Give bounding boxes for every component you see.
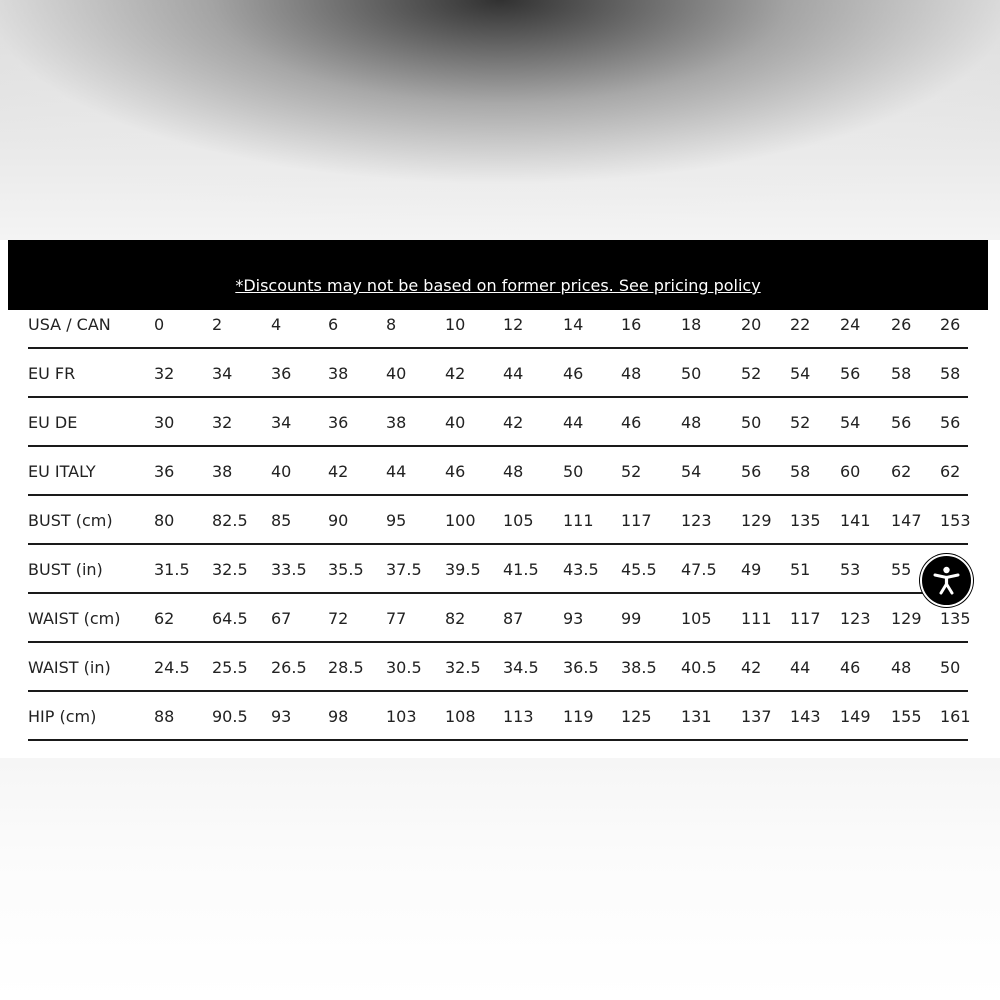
size-cell: 30 xyxy=(154,413,175,432)
size-cell: 34.5 xyxy=(503,658,539,677)
size-chart-table xyxy=(28,300,971,741)
size-row xyxy=(28,447,968,496)
size-cell: 54 xyxy=(790,364,811,383)
size-cell: 20 xyxy=(741,315,762,334)
size-cell: 93 xyxy=(563,609,584,628)
size-cell: 6 xyxy=(328,315,339,334)
row-label: EU DE xyxy=(28,413,78,432)
size-cell: 4 xyxy=(271,315,282,334)
size-cell: 24.5 xyxy=(154,658,190,677)
size-cell: 55 xyxy=(891,560,912,579)
size-cell: 38 xyxy=(328,364,349,383)
size-row xyxy=(28,692,971,741)
size-cell: 47.5 xyxy=(681,560,717,579)
size-cell: 46 xyxy=(563,364,584,383)
size-cell: 119 xyxy=(563,707,594,726)
size-cell: 129 xyxy=(891,609,922,628)
size-cell: 46 xyxy=(621,413,642,432)
size-cell: 155 xyxy=(891,707,922,726)
size-cell: 24 xyxy=(840,315,861,334)
size-cell: 22 xyxy=(790,315,811,334)
size-cell: 44 xyxy=(790,658,811,677)
size-cell: 105 xyxy=(503,511,534,530)
size-cell: 45.5 xyxy=(621,560,657,579)
size-cell: 135 xyxy=(940,609,971,628)
size-cell: 36 xyxy=(154,462,175,481)
row-label: BUST (in) xyxy=(28,560,103,579)
size-cell: 62 xyxy=(940,462,961,481)
size-cell: 32.5 xyxy=(445,658,481,677)
size-cell: 42 xyxy=(741,658,762,677)
size-cell: 39.5 xyxy=(445,560,481,579)
size-cell: 41.5 xyxy=(503,560,539,579)
size-row xyxy=(28,349,968,398)
size-cell: 98 xyxy=(328,707,349,726)
size-cell: 58 xyxy=(940,364,961,383)
size-cell: 0 xyxy=(154,315,165,334)
size-row xyxy=(28,398,968,447)
size-cell: 62 xyxy=(154,609,175,628)
size-cell: 52 xyxy=(621,462,642,481)
size-cell: 131 xyxy=(681,707,712,726)
size-cell: 30.5 xyxy=(386,658,422,677)
size-cell: 38 xyxy=(212,462,233,481)
row-label: EU ITALY xyxy=(28,462,96,481)
size-cell: 90.5 xyxy=(212,707,248,726)
size-cell: 72 xyxy=(328,609,349,628)
size-cell: 85 xyxy=(271,511,292,530)
size-cell: 26 xyxy=(891,315,912,334)
size-cell: 44 xyxy=(386,462,407,481)
size-cell: 34 xyxy=(271,413,292,432)
size-cell: 77 xyxy=(386,609,407,628)
size-cell: 44 xyxy=(563,413,584,432)
size-row xyxy=(28,643,968,692)
size-cell: 80 xyxy=(154,511,175,530)
size-cell: 105 xyxy=(681,609,712,628)
size-cell: 123 xyxy=(681,511,712,530)
size-cell: 50 xyxy=(563,462,584,481)
size-cell: 87 xyxy=(503,609,524,628)
size-cell: 40 xyxy=(445,413,466,432)
size-cell: 111 xyxy=(741,609,772,628)
size-cell: 143 xyxy=(790,707,821,726)
size-cell: 58 xyxy=(790,462,811,481)
size-cell: 141 xyxy=(840,511,871,530)
size-cell: 100 xyxy=(445,511,476,530)
size-cell: 36.5 xyxy=(563,658,599,677)
size-cell: 49 xyxy=(741,560,762,579)
size-cell: 153 xyxy=(940,511,971,530)
size-cell: 40 xyxy=(271,462,292,481)
size-cell: 32 xyxy=(212,413,233,432)
size-cell: 137 xyxy=(741,707,772,726)
size-cell: 31.5 xyxy=(154,560,190,579)
size-cell: 25.5 xyxy=(212,658,248,677)
size-cell: 56 xyxy=(940,413,961,432)
size-row xyxy=(28,496,971,545)
size-cell: 38.5 xyxy=(621,658,657,677)
size-cell: 40 xyxy=(386,364,407,383)
size-cell: 42 xyxy=(445,364,466,383)
size-cell: 33.5 xyxy=(271,560,307,579)
size-cell: 161 xyxy=(940,707,971,726)
size-cell: 113 xyxy=(503,707,534,726)
size-cell: 93 xyxy=(271,707,292,726)
size-cell: 44 xyxy=(503,364,524,383)
size-cell: 43.5 xyxy=(563,560,599,579)
size-cell: 129 xyxy=(741,511,772,530)
size-cell: 46 xyxy=(840,658,861,677)
size-cell: 42 xyxy=(328,462,349,481)
size-cell: 50 xyxy=(741,413,762,432)
size-cell: 135 xyxy=(790,511,821,530)
size-cell: 28.5 xyxy=(328,658,364,677)
size-cell: 14 xyxy=(563,315,584,334)
size-row xyxy=(28,545,968,594)
size-cell: 46 xyxy=(445,462,466,481)
size-cell: 40.5 xyxy=(681,658,717,677)
row-label: BUST (cm) xyxy=(28,511,113,530)
size-cell: 36 xyxy=(271,364,292,383)
row-label: WAIST (cm) xyxy=(28,609,121,628)
size-cell: 54 xyxy=(840,413,861,432)
size-cell: 95 xyxy=(386,511,407,530)
size-cell: 8 xyxy=(386,315,397,334)
size-cell: 82 xyxy=(445,609,466,628)
size-cell: 50 xyxy=(681,364,702,383)
size-cell: 16 xyxy=(621,315,642,334)
size-cell: 56 xyxy=(840,364,861,383)
size-cell: 108 xyxy=(445,707,476,726)
size-cell: 90 xyxy=(328,511,349,530)
size-cell: 111 xyxy=(563,511,594,530)
size-cell: 56 xyxy=(891,413,912,432)
size-cell: 18 xyxy=(681,315,702,334)
size-cell: 54 xyxy=(681,462,702,481)
size-cell: 123 xyxy=(840,609,871,628)
size-cell: 36 xyxy=(328,413,349,432)
bottom-backdrop xyxy=(0,758,1000,1000)
size-cell: 58 xyxy=(891,364,912,383)
size-row xyxy=(28,300,968,349)
size-cell: 82.5 xyxy=(212,511,248,530)
size-cell: 48 xyxy=(621,364,642,383)
size-cell: 88 xyxy=(154,707,175,726)
size-cell: 37.5 xyxy=(386,560,422,579)
size-cell: 12 xyxy=(503,315,524,334)
size-cell: 52 xyxy=(741,364,762,383)
row-label: USA / CAN xyxy=(28,315,111,334)
size-cell: 52 xyxy=(790,413,811,432)
size-cell: 51 xyxy=(790,560,811,579)
row-label: HIP (cm) xyxy=(28,707,97,726)
size-cell: 34 xyxy=(212,364,233,383)
size-cell: 35.5 xyxy=(328,560,364,579)
accessibility-button[interactable] xyxy=(920,554,973,607)
pricing-policy-link[interactable]: *Discounts may not be based on former prices. See pricing policy xyxy=(235,276,761,295)
size-cell: 48 xyxy=(681,413,702,432)
size-cell: 64.5 xyxy=(212,609,248,628)
size-cell: 147 xyxy=(891,511,922,530)
size-cell: 117 xyxy=(790,609,821,628)
size-cell: 50 xyxy=(940,658,961,677)
row-label: WAIST (in) xyxy=(28,658,111,677)
size-cell: 125 xyxy=(621,707,652,726)
size-cell: 99 xyxy=(621,609,642,628)
size-cell: 38 xyxy=(386,413,407,432)
size-cell: 117 xyxy=(621,511,652,530)
size-cell: 32.5 xyxy=(212,560,248,579)
size-cell: 56 xyxy=(741,462,762,481)
size-cell: 26.5 xyxy=(271,658,307,677)
size-row xyxy=(28,594,971,643)
size-cell: 48 xyxy=(891,658,912,677)
size-cell: 103 xyxy=(386,707,417,726)
size-cell: 60 xyxy=(840,462,861,481)
size-cell: 67 xyxy=(271,609,292,628)
size-cell: 149 xyxy=(840,707,871,726)
size-cell: 32 xyxy=(154,364,175,383)
size-cell: 42 xyxy=(503,413,524,432)
size-cell: 2 xyxy=(212,315,223,334)
size-cell: 48 xyxy=(503,462,524,481)
top-shadow-backdrop xyxy=(0,0,1000,240)
size-cell: 62 xyxy=(891,462,912,481)
size-cell: 10 xyxy=(445,315,466,334)
size-cell: 53 xyxy=(840,560,861,579)
size-cell: 26 xyxy=(940,315,961,334)
accessibility-person-icon xyxy=(929,563,964,598)
row-label: EU FR xyxy=(28,364,76,383)
